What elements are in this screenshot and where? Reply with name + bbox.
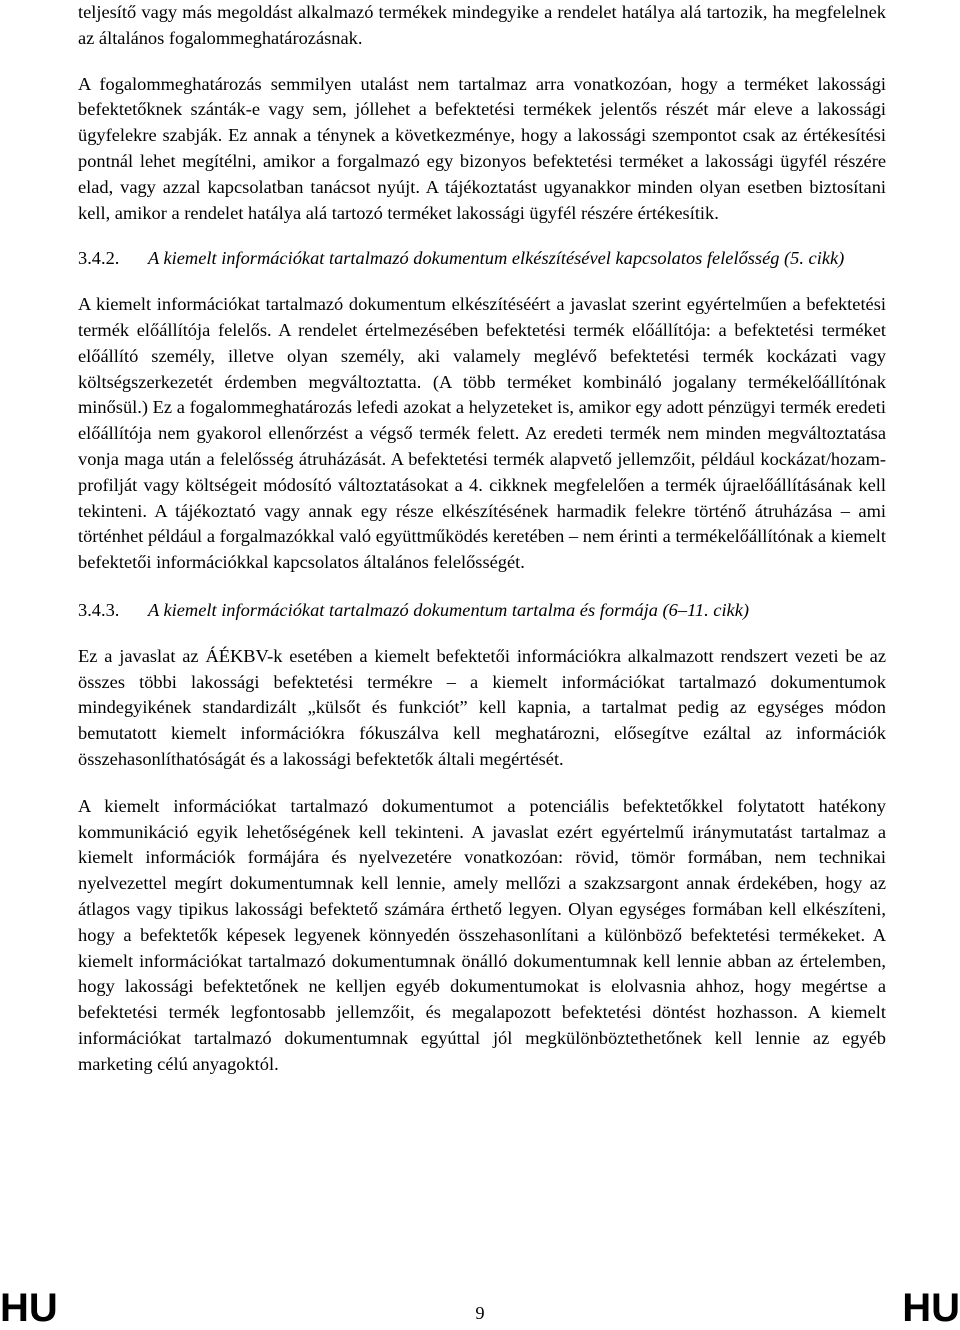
section-body-3-4-3-part2: A kiemelt információkat tartalmazó dokumentumot a potenciális befektetőkkel folytatott hatékony kommunikáció egyik lehetőségének kell tekinteni. A javaslat ezért egyértelmű iránymutatást tartalmaz a kiemelt információk formájára és nyelvezetére vonatkozóan: rövid, tömör formában, nem technikai nyelvezettel megírt dokumentumnak kell lennie, amely mellőzi a szakzsargont annak érdekében, hogy az átlagos vagy tipikus lakossági befektető számára érthető legyen. Olyan egységes formában kell elkészíteni, hogy a befektetők képesek legyenek könnyedén összehasonlítani a különböző befektetési termékeket. A kiemelt információkat tartalmazó dokumentumnak önálló dokumentumnak kell lennie abban az értelemben, hogy lakossági befektetőnek ne kelljen egyéb dokumentumokat is elolvasnia ahhoz, hogy megértse a befektetési termék legfontosabb jellemzőit, és megalapozott befektetési döntést hozhasson. A kiemelt információkat tartalmazó dokumentumnak egyúttal jól megkülönböztethetőnek kell lennie az egyéb marketing célú anyagoktól. [78, 795, 886, 1074]
section-title: A kiemelt információkat tartalmazó dokumentum tartalma és formája (6–11. cikk) [148, 599, 750, 620]
paragraph-continuation: teljesítő vagy más megoldást alkalmazó termékek mindegyike a rendelet hatálya alá tartozik, ha megfelelnek az általános fogalommeghatározásnak. [78, 2, 886, 48]
section-body-3-4-2: A kiemelt információkat tartalmazó dokumentum elkészítéséért a javaslat szerint egyértelműen a befektetési termék előállítója felelős. A rendelet értelmezésében befektetési termék előállítója: a befektetési terméket előállító személy, illetve olyan személy, aki valamely meglévő befektetési termék kockázati vagy költségszerkezetét érdemben megváltoztatta. (A több terméket kombináló jogalany termékelőállítónak minősül.) Ez a fogalommeghatározás lefedi azokat a helyzeteket is, amikor egy adott pénzügyi termék eredeti előállítója nem gyakorol ellenőrzést a végső termék felett. Az eredeti termék nem minden megváltoztatása vonja maga után a felelősség átruházását. A befektetési termék alapvető jellemzőit, például kockázat/hozam-profilját vagy költségeit módosító változtatásokat a 4. cikknek megfelelően a termék újraelőállításának kell tekinteni. A tájékoztató vagy annak egy része elkészítésének harmadik felekre történő átruházása – ami történhet például a forgalmazókkal való együttműködés keretében – nem érinti a termékelőállítónak a kiemelt befektetői információkkal kapcsolatos általános felelősségét. [78, 294, 886, 573]
footer-language-left: HU [0, 1286, 58, 1330]
footer-language-right: HU [902, 1286, 960, 1330]
section-heading-3-4-2 [78, 246, 886, 272]
section-body-3-4-3-part1: Ez a javaslat az ÁÉKBV-k esetében a kiemelt befektetői információkra alkalmazott rendszert vezeti be az összes többi lakossági befektetési termékre – a kiemelt információkat tartalmazó dokumentumok mindegyikének standardizált „külsőt és funkciót” kell kapnia, a tartalmat pedig az egységes módon bemutatott kiemelt információkra fókuszálva kell meghatározni, elősegítve ezáltal az információk összehasonlíthatóságát és a lakossági befektetők általi megértését. [78, 645, 886, 769]
document-page [78, 0, 886, 1077]
section-number: 3.4.3. [78, 599, 120, 620]
section-heading-3-4-3 [78, 598, 886, 624]
paragraph-definition-note: A fogalommeghatározás semmilyen utalást nem tartalmaz arra vonatkozóan, hogy a terméket lakossági befektetőknek szánták-e vagy sem, jóllehet a befektetési termékek jelentős részét már eleve a lakossági ügyfelekre szabják. Ez annak a ténynek a következménye, hogy a lakossági szempontot csak az értékesítési pontnál lehet megítélni, amikor a forgalmazó egy bizonyos befektetési terméket a lakossági ügyfél részére elad, vagy azzal kapcsolatban tanácsot nyújt. A tájékoztatást ugyanakkor minden olyan esetben biztosítani kell, amikor a rendelet hatálya alá tartozó terméket lakossági ügyfél részére értékesítik. [78, 73, 886, 223]
page-number: 9 [475, 1303, 485, 1323]
section-title: A kiemelt információkat tartalmazó dokumentum elkészítésével kapcsolatos felelősség (5. cikk) [148, 248, 845, 269]
section-number: 3.4.2. [78, 248, 120, 269]
